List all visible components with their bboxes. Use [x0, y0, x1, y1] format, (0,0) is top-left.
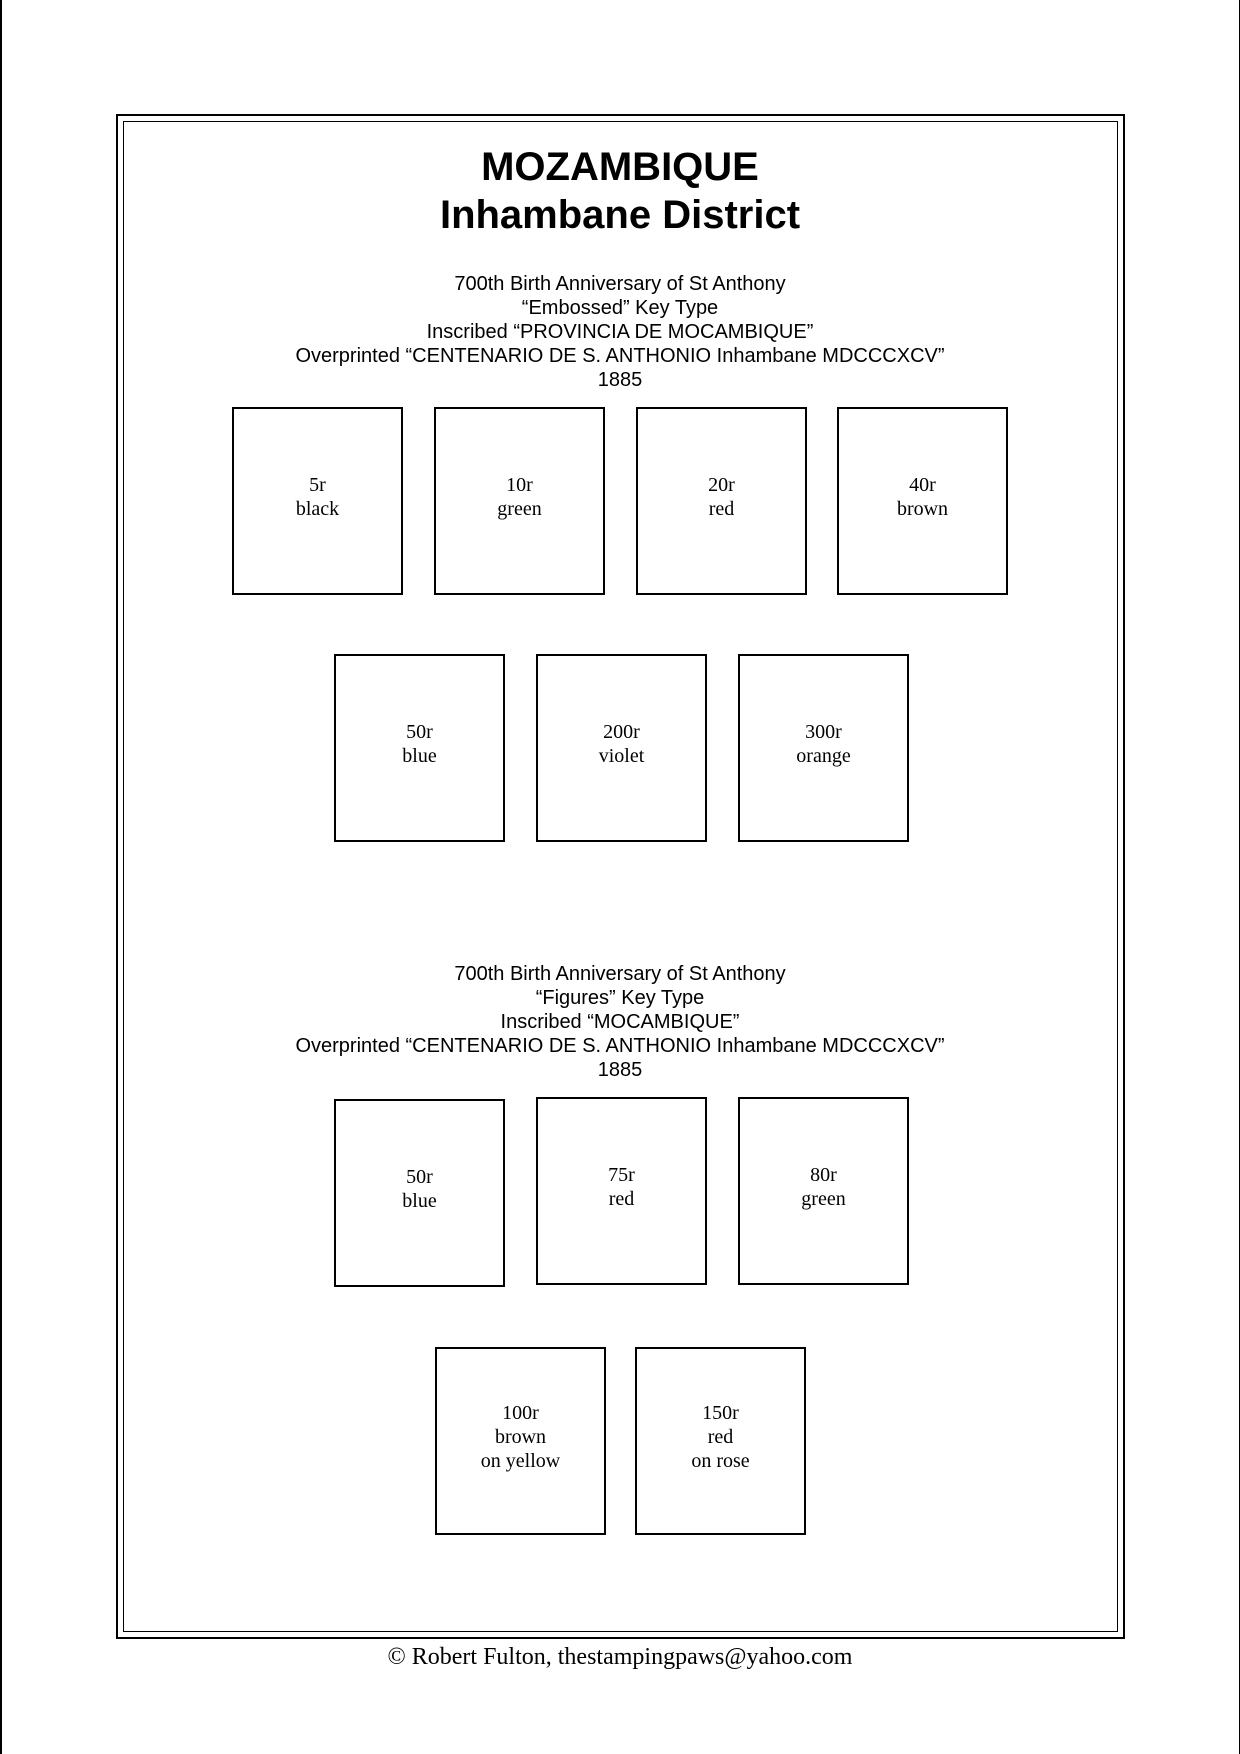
stamp-value: 200r: [603, 721, 640, 743]
copyright-footer: © Robert Fulton, thestampingpaws@yahoo.com: [387, 1644, 853, 1670]
stamp-color: violet: [598, 745, 645, 767]
stamp-color: red: [708, 498, 735, 520]
stamp-box: [738, 654, 909, 842]
stamp-color: red: [608, 1188, 635, 1210]
stamp-value: 40r: [909, 474, 936, 496]
stamp-value: 20r: [708, 474, 735, 496]
stamp-box: [232, 407, 403, 595]
stamp-color: red: [707, 1426, 734, 1448]
stamp-value: 150r: [702, 1402, 739, 1424]
stamp-box: [738, 1097, 909, 1285]
stamp-box: [435, 1347, 606, 1535]
stamp-color: orange: [796, 745, 851, 767]
stamp-value: 75r: [608, 1164, 635, 1186]
section-heading-line: Inscribed “MOCAMBIQUE”: [500, 1011, 740, 1033]
stamp-color: black: [295, 498, 340, 520]
page-title: MOZAMBIQUE: [481, 145, 759, 189]
stamp-value: 5r: [309, 474, 326, 496]
stamp-box: [434, 407, 605, 595]
section-heading-line: “Figures” Key Type: [535, 987, 705, 1009]
stamp-box: [837, 407, 1008, 595]
stamp-box: [536, 654, 707, 842]
stamp-color: green: [497, 498, 542, 520]
stamp-value: 50r: [406, 1166, 433, 1188]
stamp-paper: on rose: [691, 1450, 750, 1472]
stamp-box: [334, 654, 505, 842]
section-heading: [0, 962, 1240, 1082]
stamp-box: [636, 407, 807, 595]
stamp-value: 10r: [506, 474, 533, 496]
section-heading-line: Inscribed “PROVINCIA DE MOCAMBIQUE”: [426, 321, 814, 343]
section-heading-line: 700th Birth Anniversary of St Anthony: [454, 963, 786, 985]
page-subtitle: Inhambane District: [439, 193, 801, 237]
section-heading: [0, 272, 1240, 392]
stamp-value: 100r: [502, 1402, 539, 1424]
page-edge: [0, 0, 2, 1754]
stamp-paper: on yellow: [480, 1450, 561, 1472]
section-heading-line: Overprinted “CENTENARIO DE S. ANTHONIO Inhambane MDCCCXCV”: [295, 345, 945, 367]
stamp-value: 50r: [406, 721, 433, 743]
stamp-color: blue: [402, 1190, 437, 1212]
stamp-value: 300r: [805, 721, 842, 743]
stamp-box: [536, 1097, 707, 1285]
stamp-value: 80r: [810, 1164, 837, 1186]
stamp-color: green: [801, 1188, 846, 1210]
section-heading-line: “Embossed” Key Type: [521, 297, 719, 319]
section-heading-line: Overprinted “CENTENARIO DE S. ANTHONIO Inhambane MDCCCXCV”: [295, 1035, 945, 1057]
section-heading-line: 1885: [597, 369, 643, 391]
stamp-box: [334, 1099, 505, 1287]
section-heading-line: 700th Birth Anniversary of St Anthony: [454, 273, 786, 295]
stamp-box: [635, 1347, 806, 1535]
stamp-color: brown: [494, 1426, 547, 1448]
stamp-color: blue: [402, 745, 437, 767]
stamp-color: brown: [896, 498, 949, 520]
section-heading-line: 1885: [597, 1059, 643, 1081]
